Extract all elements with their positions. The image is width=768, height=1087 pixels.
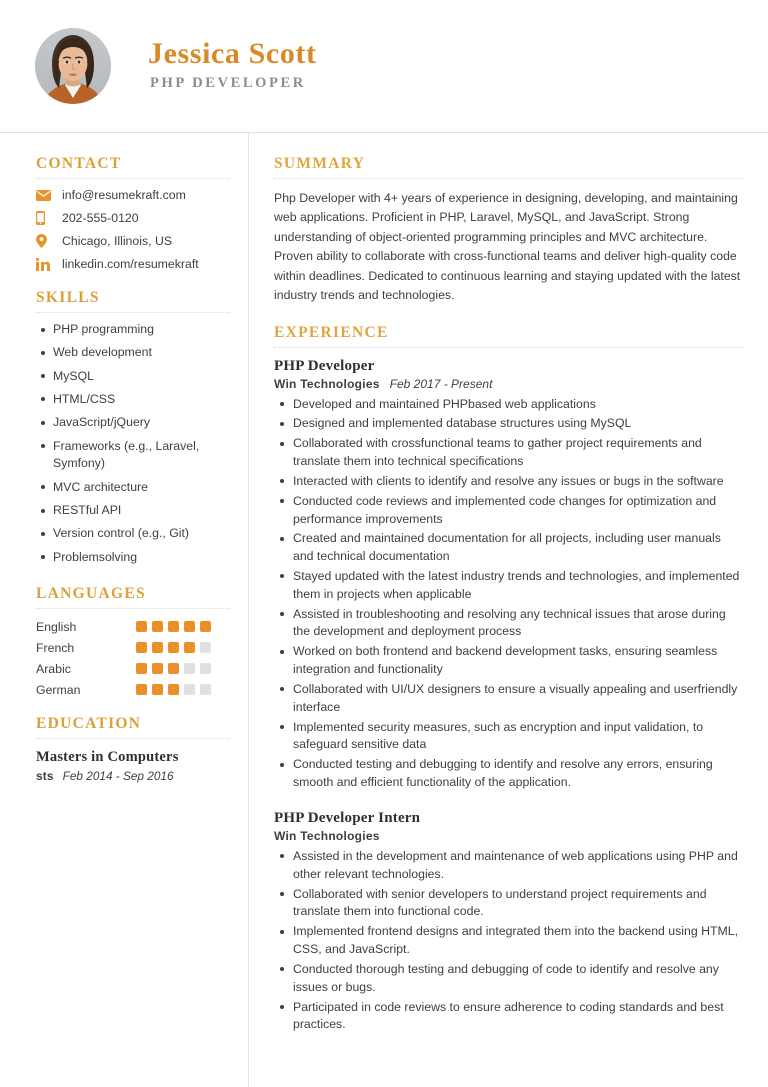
section-title-languages: LANGUAGES — [36, 584, 146, 602]
rating-square — [200, 663, 211, 674]
list-item: Implemented frontend designs and integrated them into the backend using HTML, CSS, and JavaScript. — [293, 923, 744, 959]
experience-meta — [274, 829, 744, 843]
list-item: Problemsolving — [53, 549, 230, 567]
section-education — [36, 715, 230, 783]
experience-date: Feb 2017 - Present — [389, 376, 493, 391]
list-item: Stayed updated with the latest industry trends and technologies, and implemented them in projects when applicable — [293, 568, 744, 604]
list-item: MySQL — [53, 368, 230, 386]
list-item: Conducted testing and debugging to identify and resolve any errors, ensuring smooth and efficient functionality of the application. — [293, 756, 744, 792]
language-row — [36, 641, 230, 655]
resume-header — [0, 0, 768, 133]
section-experience — [274, 324, 744, 1035]
section-languages — [36, 585, 230, 697]
rating-square — [168, 621, 179, 632]
list-item: Assisted in troubleshooting and resolving any technical issues that arose during the development and deployment process — [293, 606, 744, 642]
education-meta — [36, 769, 230, 783]
contact-item-phone[interactable] — [36, 211, 230, 225]
section-divider — [274, 178, 744, 179]
contact-item-linkedin[interactable] — [36, 257, 230, 271]
experience-bullets — [274, 396, 744, 792]
language-row — [36, 662, 230, 676]
list-item: Worked on both frontend and backend development tasks, ensuring seamless integration and functionality — [293, 643, 744, 679]
section-divider — [36, 312, 230, 313]
section-title-summary: SUMMARY — [274, 155, 366, 172]
section-summary — [274, 155, 744, 306]
rating-square — [184, 621, 195, 632]
list-item: Conducted thorough testing and debugging of code to identify and resolve any issues or bugs. — [293, 961, 744, 997]
rating-square — [184, 684, 195, 695]
list-item: Collaborated with UI/UX designers to ensure a visually appealing and userfriendly interface — [293, 681, 744, 717]
languages-list — [36, 620, 230, 697]
experience-meta — [274, 377, 744, 391]
experience-role: PHP Developer — [274, 357, 375, 374]
avatar — [35, 28, 111, 104]
language-row — [36, 683, 230, 697]
language-name: French — [36, 640, 75, 655]
header-text-block — [148, 38, 317, 94]
list-item: Collaborated with crossfunctional teams to gather project requirements and translate them into technical specifications — [293, 435, 744, 471]
experience-company: Win Technologies — [274, 828, 380, 843]
experience-role: PHP Developer Intern — [274, 809, 421, 826]
rating-square — [168, 642, 179, 653]
full-name: Jessica Scott — [148, 37, 317, 71]
education-date: Feb 2014 - Sep 2016 — [62, 768, 174, 783]
list-item: MVC architecture — [53, 479, 230, 497]
headline-job-title: PHP DEVELOPER — [150, 74, 306, 91]
section-divider — [274, 347, 744, 348]
section-divider — [36, 178, 230, 179]
language-rating — [136, 642, 211, 653]
experience-entry — [274, 358, 744, 792]
rating-square — [184, 642, 195, 653]
resume-body — [0, 133, 768, 1087]
list-item: Participated in code reviews to ensure adherence to coding standards and best practices. — [293, 999, 744, 1035]
list-item: Assisted in the development and maintenance of web applications using PHP and other relevant technologies. — [293, 848, 744, 884]
list-item: JavaScript/jQuery — [53, 414, 230, 432]
contact-item-email[interactable] — [36, 188, 230, 202]
education-degree: Masters in Computers — [36, 748, 179, 765]
rating-square — [152, 621, 163, 632]
contact-value-location: Chicago, Illinois, US — [62, 234, 173, 248]
list-item: HTML/CSS — [53, 391, 230, 409]
main-column — [249, 133, 768, 1087]
rating-square — [200, 684, 211, 695]
contact-value-email: info@resumekraft.com — [62, 188, 186, 202]
rating-square — [136, 621, 147, 632]
experience-company: Win Technologies — [274, 376, 380, 391]
list-item: Web development — [53, 344, 230, 362]
section-title-experience: EXPERIENCE — [274, 323, 389, 341]
language-name: German — [36, 682, 81, 697]
skills-list — [36, 321, 230, 567]
language-rating — [136, 663, 211, 674]
experience-entry — [274, 810, 744, 1034]
rating-square — [200, 642, 211, 653]
section-contact — [36, 155, 230, 271]
location-pin-icon — [36, 234, 53, 248]
rating-square — [168, 663, 179, 674]
section-title-education: EDUCATION — [36, 714, 142, 732]
contact-list — [36, 188, 230, 271]
rating-square — [200, 621, 211, 632]
rating-square — [136, 663, 147, 674]
experience-list — [274, 358, 744, 1035]
language-row — [36, 620, 230, 634]
education-school: sts — [36, 768, 54, 783]
contact-value-linkedin: linkedin.com/resumekraft — [62, 257, 199, 271]
contact-value-phone: 202-555-0120 — [62, 211, 139, 225]
language-rating — [136, 621, 211, 632]
section-title-contact: CONTACT — [36, 155, 122, 172]
rating-square — [152, 663, 163, 674]
language-rating — [136, 684, 211, 695]
envelope-icon — [36, 190, 53, 201]
list-item: Created and maintained documentation for all projects, including user manuals and technical documentation — [293, 530, 744, 566]
list-item: Conducted code reviews and implemented code changes for optimization and performance improvements — [293, 493, 744, 529]
summary-text: Php Developer with 4+ years of experience in designing, developing, and maintaining web applications. Proficient in PHP, Laravel, MySQL, and JavaScript. Strong understanding of object-oriented programming principles and MVC architecture. Proven ability to collaborate with cross-functional teams and deliver high-quality code within deadlines. Dedicated to continuous learning and staying updated with the latest industry trends and technologies. — [274, 191, 741, 303]
list-item: RESTful API — [53, 502, 230, 520]
language-name: Arabic — [36, 661, 71, 676]
phone-icon — [36, 211, 53, 225]
rating-square — [152, 642, 163, 653]
list-item: Developed and maintained PHPbased web applications — [293, 396, 744, 414]
profile-photo-icon — [35, 28, 111, 104]
section-title-skills: SKILLS — [36, 289, 100, 306]
list-item: Version control (e.g., Git) — [53, 525, 230, 543]
list-item: Implemented security measures, such as encryption and input validation, to safeguard sensitive data — [293, 719, 744, 755]
sidebar-column — [0, 133, 249, 1087]
contact-item-location[interactable] — [36, 234, 230, 248]
experience-bullets — [274, 848, 744, 1034]
rating-square — [184, 663, 195, 674]
list-item: Frameworks (e.g., Laravel, Symfony) — [53, 438, 230, 474]
rating-square — [136, 684, 147, 695]
linkedin-icon — [36, 258, 53, 271]
list-item: Designed and implemented database structures using MySQL — [293, 415, 744, 433]
rating-square — [136, 642, 147, 653]
rating-square — [152, 684, 163, 695]
language-name: English — [36, 619, 77, 634]
list-item: PHP programming — [53, 321, 230, 339]
list-item: Collaborated with senior developers to understand project requirements and translate them into functional code. — [293, 886, 744, 922]
list-item: Interacted with clients to identify and resolve any issues or bugs in the software — [293, 473, 744, 491]
section-divider — [36, 738, 230, 739]
section-divider — [36, 608, 230, 609]
section-skills — [36, 289, 230, 567]
rating-square — [168, 684, 179, 695]
education-entry — [36, 749, 230, 783]
